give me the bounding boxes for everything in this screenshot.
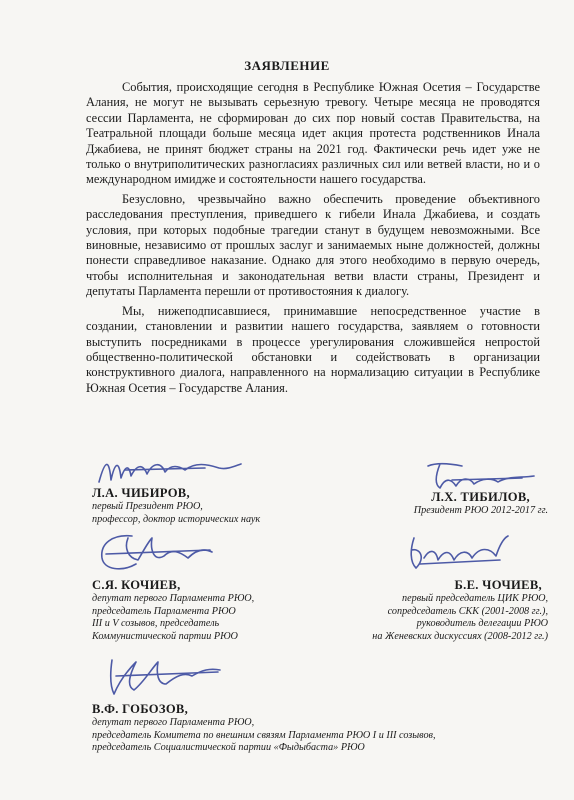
signatory-role: председатель Комитета по внешним связям Парламента РЮО I и III созывов, xyxy=(92,729,436,741)
signatory-chochiev xyxy=(318,578,548,643)
signatory-role: профессор, доктор исторических наук xyxy=(92,513,261,525)
signatory-name: Л.Х. ТИБИЛОВ, xyxy=(431,490,530,504)
signatory-role: председатель Социалистической партии «Фыдыбаста» РЮО xyxy=(92,742,365,754)
signatory-role: первый председатель ЦИК РЮО, xyxy=(402,593,548,604)
signatory-role: депутат первого Парламента РЮО, xyxy=(92,593,255,604)
signatory-role: руководитель делегации РЮО xyxy=(416,618,548,630)
paragraph-1: События, происходящие сегодня в Республике Южная Осетия – Государстве Алания, не могут не вызывать серьезную тревогу. Четыре месяца не проводятся сессии Парламента, не сформирован до сих пор новый состав Правительства, на Театральной площади больше месяца идет акция протеста родственников Инала Джабиева, не принят бюджет страны на 2021 год. Фактически речь идет уже не только о внутриполитических разногласиях различных сил или ветвей власти, но и о международном имидже и состоятельности нашего государства. xyxy=(86,80,540,187)
signature-chochiev xyxy=(400,528,520,578)
paragraph-3: Мы, нижеподписавшиеся, принимавшие непосредственное участие в создании, становлении и развитии нашего государства, заявляем о готовности выступить посредниками в процессе урегулирования сложившейся непростой общественно-политической обстановки и содействовать в организации конструктивного диалога, направленного на нормализацию ситуации в Республике Южная Осетия – Государстве Алания. xyxy=(86,303,540,395)
signatory-role: III и V созывов, председатель xyxy=(92,618,220,630)
signatory-name: С.Я. КОЧИЕВ, xyxy=(92,578,181,592)
signatory-kochiev xyxy=(92,578,352,643)
signatory-role: Президент РЮО 2012-2017 гг. xyxy=(413,505,548,516)
signatory-role: депутат первого Парламента РЮО, xyxy=(92,717,255,728)
statement-body xyxy=(86,80,540,400)
signatory-role: Коммунистической партии РЮО xyxy=(92,630,238,642)
signatory-name: Л.А. ЧИБИРОВ, xyxy=(92,486,190,500)
signatory-role: на Женевских дискуссиях (2008-2012 гг.) xyxy=(372,630,548,642)
signatory-name: Б.Е. ЧОЧИЕВ, xyxy=(454,578,542,592)
signatory-gobozov xyxy=(92,702,522,755)
signatory-role: председатель Парламента РЮО xyxy=(92,605,236,617)
signatory-role: сопредседатель СКК (2001-2008 гг.), xyxy=(387,605,548,617)
paragraph-2: Безусловно, чрезвычайно важно обеспечить проведение объективного расследования преступления, приведшего к гибели Инала Джабиева, и создать условия, при которых подобные трагедии станут в будущем невозможными. Все виновные, независимо от прошлых заслуг и занимаемых ныне должностей, должны понести справедливое наказание. Однако для этого необходимо в первую очередь, чтобы исполнительная и законодательная ветви власти страны, Президент и депутаты Парламента перешли от противостояния к диалогу. xyxy=(86,191,540,299)
signature-kochiev xyxy=(92,528,222,578)
signatory-tibilov xyxy=(300,490,548,518)
signatory-role: первый Президент РЮО, xyxy=(92,501,203,512)
signature-gobozov xyxy=(96,650,226,700)
document-title: ЗАЯВЛЕНИЕ xyxy=(244,58,330,73)
signatory-name: В.Ф. ГОБОЗОВ, xyxy=(92,702,189,716)
